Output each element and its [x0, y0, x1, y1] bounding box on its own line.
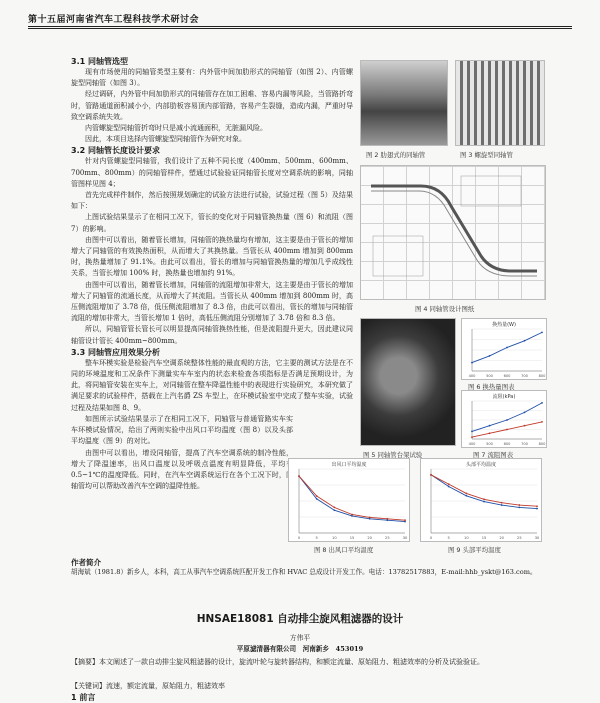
tick-label: 800 — [538, 374, 546, 378]
fig4-drawing — [360, 165, 546, 300]
next-article-title: HNSAE18081 自动排尘旋风粗滤器的设计 — [196, 613, 404, 625]
fig6-chart — [461, 318, 547, 380]
series-line — [431, 475, 537, 509]
data-point — [316, 498, 318, 500]
data-point — [351, 514, 353, 516]
data-point — [524, 425, 526, 427]
data-point — [471, 436, 473, 438]
paragraph: 首先完成样件制作，然后按照规划确定的试验方法进行试验，试验过程（图 5）及结果如下： — [71, 191, 353, 211]
paragraph: 现有市场使用的同轴管类型主要有：内外管中间加肋形式的同轴管（如图 2）、内管螺旋型同轴管（如图 3）。 — [71, 68, 353, 88]
chart-title: 出风口平均温度 — [331, 462, 367, 468]
tick-label: 20 — [499, 536, 504, 540]
data-point — [430, 474, 432, 476]
paragraph: 因此，本项目选择内管螺旋型同轴管作为研究对象。 — [85, 135, 246, 144]
fig3-image — [455, 60, 545, 146]
tick-label: 800 — [538, 442, 546, 446]
keywords: 【关键词】流速，额定流量，原始阻力，粗滤效率 — [71, 682, 225, 690]
fig8-caption: 图 8 出风口平均温度 — [314, 546, 374, 554]
data-point — [489, 355, 491, 357]
fig2-image — [360, 60, 448, 146]
paragraph: 针对内管螺旋型同轴管，我们设计了五种不同长度（400mm、500mm、600mm、700mm、800mm）的同轴管样件，塑通过试验验证同轴管长度对空调系统的影响，同轴管图样见图 4； — [71, 157, 353, 188]
fig7-caption: 图 7 流阻图表 — [473, 451, 514, 459]
tick-label: 10 — [464, 536, 469, 540]
data-point — [369, 516, 371, 518]
data-point — [501, 502, 503, 504]
tick-label: 15 — [349, 536, 355, 540]
fig4-caption: 图 4 同轴管设计图纸 — [415, 305, 475, 313]
data-point — [298, 475, 300, 477]
data-point — [506, 347, 508, 349]
next-article-affiliation: 平原滤清器有限公司 河南新乡 453019 — [236, 645, 364, 653]
abstract: 【摘要】本文阐述了一款自动排尘旋风粗滤器的设计，旋流叶轮与旋转器结构，和额定流量、原始阻力、粗滤效率的分析及试验验证。 — [71, 658, 484, 666]
fig9-chart — [420, 458, 542, 542]
data-point — [448, 486, 450, 488]
tick-label: 600 — [503, 374, 511, 378]
data-point — [489, 425, 491, 427]
intro-heading: 1 前言 — [71, 693, 96, 702]
data-point — [465, 493, 467, 495]
fig7-chart — [461, 390, 547, 448]
tick-label: 25 — [517, 536, 522, 540]
paragraph: 由图中可以看出，增设同轴管，提高了汽车空调系统的制冷性能，增大了降温速率，出风口温度以及呼吸点温度有明显降低，平均有 0.5~1℃的温度降低。同时，在汽车空调系统运行在各个工况下时，同轴管均可以帮助改善汽车空调的温降性能。 — [71, 448, 293, 491]
data-point — [524, 340, 526, 342]
data-point — [448, 483, 450, 485]
data-point — [386, 518, 388, 520]
data-point — [506, 419, 508, 421]
paragraph: 经过调研，内外管中间加肋形式的同轴管存在加工困难、容易内漏等风险，当管路折弯时，管路通道面积减小小，内部肋板容易顶内部管路，容易产生裂缝，造成内漏，严重时导致空调系统失效。 — [71, 90, 353, 121]
fig6-caption: 图 6 换热量图表 — [468, 383, 515, 391]
drawing-svg — [361, 166, 546, 300]
data-point — [506, 429, 508, 431]
paragraph: 由图中可以看出，随着管长增加，同轴管的换热量均有增加，这主要是由于管长的增加增大了同轴管的有效换热面积，从而增大了其换热量。当管长从 400mm 增加到 800mm 时，换热量增加了 91.1%。由此可以看出，管长的增加与同轴管换热量的增加几乎成线性关系，当管长增加 100% 时，换热量也增加约 91%。 — [71, 235, 353, 278]
running-header: 第十五届河南省汽车工程科技学术研讨会 — [28, 15, 200, 25]
paragraph: 所以，同轴管管长管长可以明显提高同轴管换热性能，但是流阻提升更大，因此建议同轴管设计管长 400mm~800mm。 — [71, 325, 353, 345]
data-point — [483, 501, 485, 503]
data-point — [333, 507, 335, 509]
series-line — [299, 476, 405, 520]
data-point — [471, 431, 473, 433]
next-article-author: 方伟平 — [289, 634, 311, 642]
tick-label: 400 — [468, 442, 476, 446]
pipe-outline — [371, 186, 537, 271]
pipe-inner — [371, 191, 537, 276]
tick-label: 600 — [503, 442, 511, 446]
tick-label: 0 — [297, 536, 301, 540]
data-point — [404, 519, 406, 521]
data-point — [518, 504, 520, 506]
detail-box — [373, 236, 423, 276]
tick-label: 5 — [447, 536, 450, 540]
chart-title: 换热量(W) — [492, 322, 516, 328]
data-point — [316, 495, 318, 497]
paragraph: 由图中可以看出，随着管长增加，同轴管的流阻增加非常大，这主要是由于管长的增加增大了同轴管的流通长度，从而增大了其流阻。当管长从 400mm 增加到 800mm 时，高压侧流阻增加了 3.78 倍，低压侧流阻增加了 8.3 倍，由此可以看出，管长的增加与同轴管流阻的增加非常大，当管长增加 1 倍时，高低压侧流阻分别增加了 3.78 倍和 8.3 倍。 — [71, 280, 353, 323]
tick-label: 5 — [315, 536, 318, 540]
tick-label: 700 — [521, 374, 528, 378]
data-point — [471, 362, 473, 364]
tick-label: 700 — [521, 442, 528, 446]
fig9-caption: 图 9 头部平均温度 — [448, 546, 501, 554]
paragraph: 整车环模实验是检验汽车空调系统整体性能的最直观的方法，它主要的测试方法是在不同的环境温度和工况条件下测量实车车室内的状态来检查各项指标是否满足预期设计，为此，将同轴管安装在实车上，对同轴管在整车降温性能中的表现进行实验研究，本研究做了满足要求的试验样件，搭载在上汽名爵 ZS 车型上，在环模试验室中完成了整车实验，试验过程及结果如图 8、9。 — [71, 358, 353, 412]
data-point — [333, 509, 335, 511]
paragraph: 内管螺旋型同轴管折弯时只是减小流通面积，无脏漏风险。 — [85, 124, 267, 133]
tick-label: 10 — [332, 536, 337, 540]
data-point — [518, 507, 520, 509]
data-point — [501, 504, 503, 506]
chart-title: 头部平均温度 — [465, 462, 497, 468]
tick-label: 30 — [402, 536, 408, 540]
chart-title: 流阻(kPa) — [492, 394, 516, 400]
paragraph: 如图所示试验结果显示了在相同工况下，同轴管与普通管路实车实车环模试验情况，给出了两则实验中出风口平均温度（图 8）以及头部平均温度（图 9）的对比。 — [71, 414, 293, 446]
data-point — [536, 508, 538, 510]
fig2-caption: 图 2 肋翅式的同轴管 — [366, 151, 426, 159]
fig5-caption: 图 5 同轴管台架试验 — [363, 451, 423, 459]
data-point — [465, 495, 467, 497]
tick-label: 400 — [468, 374, 476, 378]
author-bio-heading: 作者简介 — [71, 558, 101, 567]
fig8-chart — [288, 458, 410, 542]
author-bio: 胡海斌（1981.8）新乡人，本科，高工从事汽车空调系统匹配开发工作和 HVAC 总成设计开发工作。电话：13782517883，E-mail:hhb_yskt@163.com。 — [71, 568, 537, 576]
series-line — [472, 403, 542, 432]
tick-label: 0 — [429, 536, 433, 540]
section-3-1-heading: 3.1 同轴管选型 — [71, 57, 128, 66]
data-point — [541, 402, 543, 404]
paragraph: 上图试验结果显示了在相同工况下，管长的变化对于同轴管换热量（图 6）和流阻（图 7）的影响。 — [71, 213, 353, 233]
section-3-3-heading: 3.3 同轴管应用效果分析 — [71, 347, 160, 357]
tick-label: 15 — [481, 536, 487, 540]
data-point — [541, 331, 543, 333]
tick-label: 500 — [486, 374, 493, 378]
data-point — [536, 505, 538, 507]
data-point — [489, 432, 491, 434]
fig5-photo — [360, 318, 456, 446]
left-column — [71, 56, 353, 492]
tick-label: 30 — [534, 536, 540, 540]
data-point — [541, 421, 543, 423]
data-point — [524, 412, 526, 414]
fig3-caption: 图 3 螺旋型同轴管 — [460, 151, 513, 159]
header-rule — [28, 26, 572, 29]
section-3-2-heading: 3.2 同轴管长度设计要求 — [71, 146, 160, 156]
tick-label: 500 — [486, 442, 493, 446]
tick-label: 25 — [385, 536, 390, 540]
data-point — [483, 498, 485, 500]
title-block — [461, 176, 521, 206]
tick-label: 20 — [367, 536, 372, 540]
